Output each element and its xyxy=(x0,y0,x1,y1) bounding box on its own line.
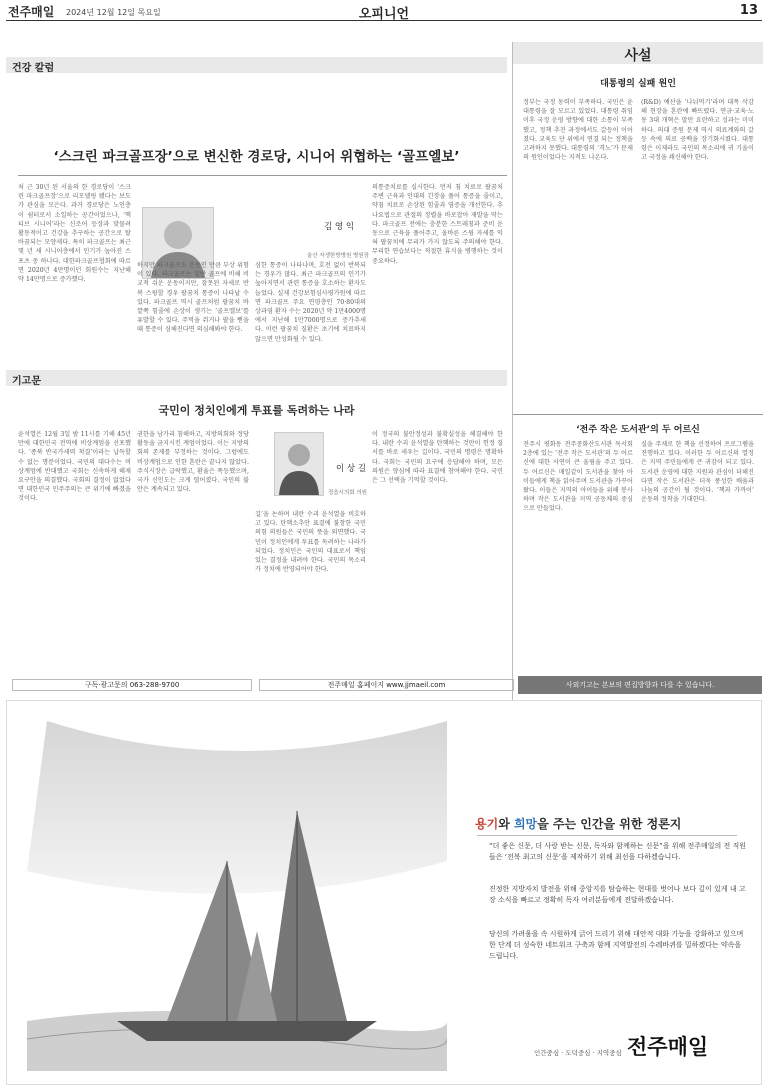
contribution-col-b: 권한을 남가리 침해하고, 지방의회와 정당 활동을 금지시킨 계엄이었다. 이는 지방의회의 존재를 부정하는 것이다. 그럼에도 비상계엄으로 인한 혼란은 끝나지 않았다. 주식시장은 급락했고, 환율은 폭등했으며, 국가 신인도는 크게 떨어졌다. 국민의 불안은 계속되고 있다. xyxy=(137,431,249,494)
divider xyxy=(18,175,507,176)
newspaper-advertisement xyxy=(6,700,762,1085)
ad-paragraph-3: 당신의 가려움을 속 시원하게 긁어 드리기 위해 대안적 대화 기능을 강화하고 있으며 한 단계 더 성숙한 네트워크 구축과 함께 지역발전의 수레바퀴를 밀하겠다는 약속을 드립니다. xyxy=(489,930,744,960)
health-column-title: ‘스크린 파크골프장’으로 변신한 경로당, 시니어 위협하는 ‘골프엘보’ xyxy=(53,149,460,165)
contribution-column xyxy=(6,370,507,673)
info-bar xyxy=(6,676,762,694)
health-column-label: 건강 칼럼 xyxy=(6,57,507,73)
masthead-date: 2024년 12월 12일 목요일 xyxy=(66,8,161,17)
health-col-3: 심한 통증이 나타나며, 호전 없이 반복되는 경우가 많다. 최근 파크골프의 인기가 높아지면서 관련 통증을 호소하는 환자도 늘었다. 실제 건강보험심사평가원에 따르면 파크골프 주요 연령층인 70·80대의 상과염 환자 수는 2020년 약 1만4000명에서 지난해 1만7000명으로 증가추세다. 이런 팔꿈치 질환은 초기에 치료하지 않으면 만성화될 수 있다. xyxy=(255,262,366,343)
ad-paragraph-1: “더 좋은 신문, 더 사랑 받는 신문, 독자와 함께하는 신문”을 위해 전주매일의 전 직원들은 ‘전북 최고의 신문’을 제작하기 위해 최선을 다하겠습니다. xyxy=(489,842,747,861)
section-title: 오피니언 xyxy=(358,7,410,22)
health-col-1: 처 근 30년 된 서울의 한 경로당이 ‘스크린 파크골프장’으로 리모델링 됐다는 보도가 관심을 모은다. 과거 경로당은 노인층이 쉼터로서 소일하는 공간이었으나, ‘액티브 시니어’라는 신조어 등장과 맞물려 활동적이고 건강을 추구하는 공간으로 탈바꿈되는 모양새다. 특히 파크골프는 최근 몇 년 새 시니어층에서 인기가 높아진 스포츠 중 하나다. 대한파크골프협회에 따르면 2020년 4만명이던 회원수는 지난해 약 14만명으로 증가했다. xyxy=(18,184,131,284)
health-column xyxy=(6,57,507,370)
ad-slogan-part: 와 xyxy=(498,817,514,831)
divider xyxy=(477,835,737,836)
editorial-1-col-a: 정부는 국정 동력이 부족하다. 국민은 윤 대통령을 잘 모르고 있었다. 대통령 취임 이후 국정 운영 방향에 대한 소통이 부족했고, 정책 추진 과정에서도 갈등이 이어졌다. 교육도 단 위에서 연결 되는 정책을 고려하지 못했다. 대통령의 ‘격노’가 문제의 원인이었다는 지적도 나온다. xyxy=(523,99,633,162)
ad-tagline: 인간중심 · 도덕중심 · 지역중심 xyxy=(534,1049,622,1057)
editorial-1-col-b: (R&D) 예산을 ‘나눠먹기’라며 대폭 삭감해 현장을 혼란에 빠뜨렸다. 연금·교육·노동 3대 개혁은 말만 요란하고 성과는 미미하다. 의대 증원 문제 역시 의료계와의 갈등 속에 의료 공백을 장기화시켰다. 대통령은 이제라도 국민의 목소리에 귀 기울이고 국정을 쇄신해야 한다. xyxy=(641,99,754,162)
editorial-2-col-b: 실을 주제로 한 책을 선정하여 프로그램을 진행하고 있다. 이러한 두 어르신의 열정은 지역 주민들에게 큰 귀감이 되고 있다. 도서관 운영에 대한 지원과 관심이 더해진다면 작은 도서관은 더욱 풍성한 배움과 나눔의 공간이 될 것이다. ‘책과 가까이’ 운동의 정착을 기대한다. xyxy=(641,441,754,504)
notice-banner: 사외기고는 본보의 편집방향과 다를 수 있습니다. xyxy=(518,676,762,694)
contribution-label: 기고문 xyxy=(6,370,507,386)
subscription-info: 구독·광고문의 063-288-9700 xyxy=(12,679,252,691)
ad-slogan-keyword-2: 희망 xyxy=(513,817,538,831)
ad-slogan-keyword-1: 용기 xyxy=(475,817,499,831)
editorial-section xyxy=(512,42,762,702)
page-number: 13 xyxy=(739,3,758,18)
ad-paragraph-2: 진정한 지방자치 발전을 위해 중앙지를 탐습하는 현대를 벗어나 보다 깊이 있게 내 고장 소식을 빠르고 정확히 독자 여러분들에게 전달하겠습니다. xyxy=(489,885,746,904)
editorial-label: 사설 xyxy=(513,42,763,64)
ad-brand-logo: 전주매일 xyxy=(627,1035,709,1059)
editorial-title-2: ‘전주 작은 도서관’의 두 어르신 xyxy=(576,425,700,435)
contribution-col-a: 윤석열은 12월 3일 밤 11시를 기해 45년 만에 대한민국 전역에 비상계엄을 선포했다. ‘종북 반국가세력 척결’이라는 납득할 수 없는 명분이었다. 국민의 대다수는 비상계엄에 반대했고 국회는 신속하게 해제 요구안을 의결했다. 국회의 결정이 없었다면 대한민국 민주주의는 큰 위기에 빠졌을 것이다. xyxy=(18,431,131,503)
author-role: 정읍시의회 의원 xyxy=(328,490,367,496)
divider xyxy=(513,414,763,415)
author-role: 울산 자생한방병원 병원장 xyxy=(307,253,369,259)
author-name: 김 영 익 xyxy=(324,222,355,232)
editorial-title-1: 대통령의 실패 원인 xyxy=(600,79,676,89)
masthead xyxy=(6,3,762,21)
masthead-logo: 전주매일 xyxy=(8,5,55,19)
contribution-col-d: 이 정국의 불안정성과 불확실성을 해결해야 한다. 내란 수괴 윤석열을 탄핵하는 것만이 헌정 질서를 바로 세우는 길이다. 국민의 명령은 명확하다. 국회는 국민의 요구에 응답해야 하며, 모든 의원은 양심에 따라 표결에 참여해야 한다. 국민은 그 선택을 기억할 것이다. xyxy=(372,431,503,485)
ad-slogan xyxy=(475,815,681,832)
author-photo xyxy=(274,432,324,496)
author-name: 이 상 길 xyxy=(336,464,367,474)
contribution-col-c: 길’을 논하며 내란 수괴 윤석열을 비호하고 있다. 탄핵소추안 표결에 불참한 국민의힘 의원들은 국민의 뜻을 외면했다. 국민이 정치인에게 투표를 독려하는 나라가 되었다. 정치인은 국민의 대표로서 책임 있는 결정을 내려야 한다. 국민의 목소리가 정치에 반영되어야 한다. xyxy=(255,511,366,574)
website-link[interactable]: 전주매일 홈페이지 www.jjmaeil.com xyxy=(259,679,514,691)
ad-slogan-part: 을 주는 인간을 위한 정론지 xyxy=(537,817,682,831)
ship-illustration xyxy=(27,721,447,1071)
editorial-2-col-a: 전주시 평화동 전주중화산도서관 독서회 2층에 있는 ‘전주 작은 도서관’의 두 어르신에 대한 사연이 큰 울림을 주고 있다. 두 어르신은 매일같이 도서관을 찾아 아이들에게 책을 읽어주며 도서관을 가꾸어 왔다. 이들은 지역의 아이들을 위해 봉사하며 작은 도서관을 지역 공동체의 중심으로 만들었다. xyxy=(523,441,633,513)
contribution-title: 국민이 정치인에게 투표를 독려하는 나라 xyxy=(158,404,355,417)
health-col-2: 하지만 파크골프도 운동인 만큼 부상 위험이 있다. 파크골프는 일반 골프에 비해 비교적 쉬운 운동이지만, 잘못된 자세로 반복 스윙할 경우 팔꿈치 통증이 나타날 수 있다. 파크골프 역시 골프처럼 팔꿈치 바깥쪽 힘줄에 손상이 생기는 ‘골프엘보’를 유발할 수 있다. 주먹을 쥐거나 팔을 뻗을 때 통증이 심해진다면 의심해봐야 한다. xyxy=(137,262,249,334)
health-col-4: 의통증치료를 실시한다. 먼저 침 치료로 팔꿈치 주변 근육과 인대의 긴장을 풀어 통증을 줄이고, 약침 치료로 손상된 힘줄과 염증을 개선한다. 추나요법으로 관절의 정렬을 바로잡아 재발을 막는다. 파크골프 전에는 충분한 스트레칭과 준비 운동으로 근육을 풀어주고, 올바른 스윙 자세를 익혀 팔꿈치에 무리가 가지 않도록 주의해야 한다. 무리한 연습보다는 적절한 휴식을 병행하는 것이 중요하다. xyxy=(372,184,503,265)
